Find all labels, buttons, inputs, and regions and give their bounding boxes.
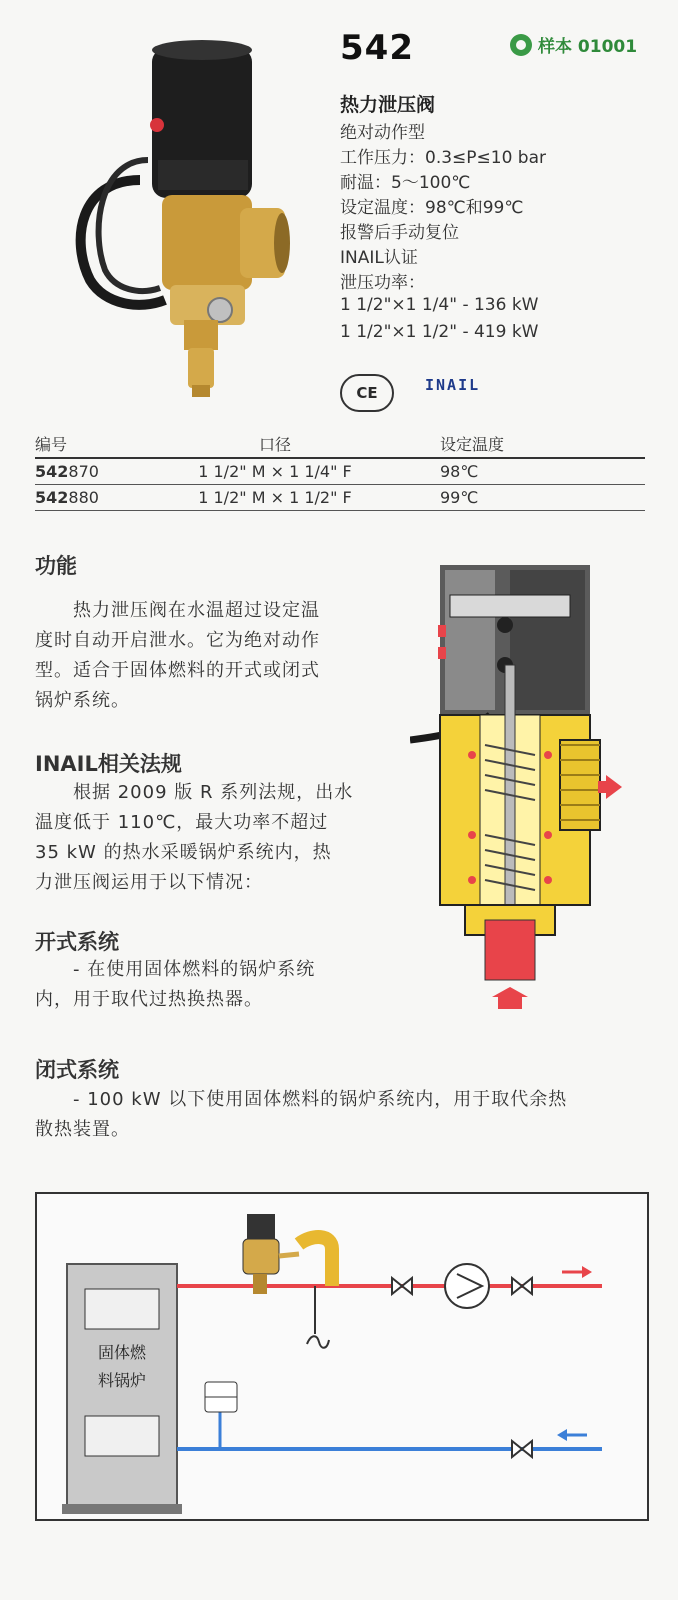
spec-line: 1 1/2"×1 1/2" - 419 kW bbox=[340, 322, 539, 342]
table-header: 编号 bbox=[35, 432, 160, 458]
table-header-row bbox=[35, 432, 645, 458]
function-heading: 功能 bbox=[35, 554, 77, 578]
regulation-heading: INAIL相关法规 bbox=[35, 752, 182, 776]
temp-cell: 99℃ bbox=[390, 485, 645, 511]
sample-badge-text: 样本 01001 bbox=[538, 37, 638, 57]
code-table bbox=[35, 432, 645, 511]
table-header: 口径 bbox=[160, 432, 390, 458]
table-row bbox=[35, 458, 645, 485]
size-cell: 1 1/2" M × 1 1/2" F bbox=[160, 485, 390, 511]
spec-title: 热力泄压阀 bbox=[340, 94, 436, 116]
valve-cutaway-illustration bbox=[410, 565, 630, 1015]
size-cell: 1 1/2" M × 1 1/4" F bbox=[160, 458, 390, 485]
spec-line: 绝对动作型 bbox=[340, 123, 425, 143]
spec-line: 泄压功率： bbox=[340, 273, 425, 293]
closed-system-text: - 100 kW 以下使用固体燃料的锅炉系统内，用于取代余热 散热装置。 bbox=[35, 1089, 568, 1140]
spec-line: 设定温度：98℃和99℃ bbox=[340, 198, 524, 218]
model-number: 542 bbox=[340, 28, 414, 68]
spec-line: 工作压力：0.3≤P≤10 bar bbox=[340, 148, 547, 168]
system-diagram bbox=[35, 1192, 649, 1521]
function-text: 热力泄压阀在水温超过设定温 度时自动开启泄水。它为绝对动作 型。适合于固体燃料的开式或闭式 锅炉系统。 bbox=[35, 600, 320, 711]
table-row bbox=[35, 485, 645, 511]
table-header: 设定温度 bbox=[390, 432, 645, 458]
boiler-label: 固体燃 料锅炉 bbox=[97, 1343, 146, 1390]
brand-logo-icon bbox=[510, 34, 532, 56]
spec-line: 1 1/2"×1 1/4" - 136 kW bbox=[340, 295, 539, 315]
inail-logo: INAIL bbox=[425, 376, 481, 394]
ce-mark: CE bbox=[340, 374, 394, 412]
product-photo bbox=[70, 30, 320, 400]
code-cell: 542870 bbox=[35, 458, 160, 485]
sample-badge bbox=[510, 32, 637, 57]
regulation-text: 根据 2009 版 R 系列法规，出水 温度低于 110℃，最大功率不超过 35 kW 的热水采暖锅炉系统内，热 力泄压阀运用于以下情况： bbox=[35, 782, 354, 893]
spec-line: 耐温：5～100℃ bbox=[340, 173, 471, 193]
temp-cell: 98℃ bbox=[390, 458, 645, 485]
closed-system-heading: 闭式系统 bbox=[35, 1058, 119, 1082]
spec-line: INAIL认证 bbox=[340, 248, 418, 268]
open-system-heading: 开式系统 bbox=[35, 930, 119, 954]
code-cell: 542880 bbox=[35, 485, 160, 511]
spec-line: 报警后手动复位 bbox=[340, 223, 459, 243]
open-system-text: - 在使用固体燃料的锅炉系统 内，用于取代过热换热器。 bbox=[35, 959, 316, 1010]
